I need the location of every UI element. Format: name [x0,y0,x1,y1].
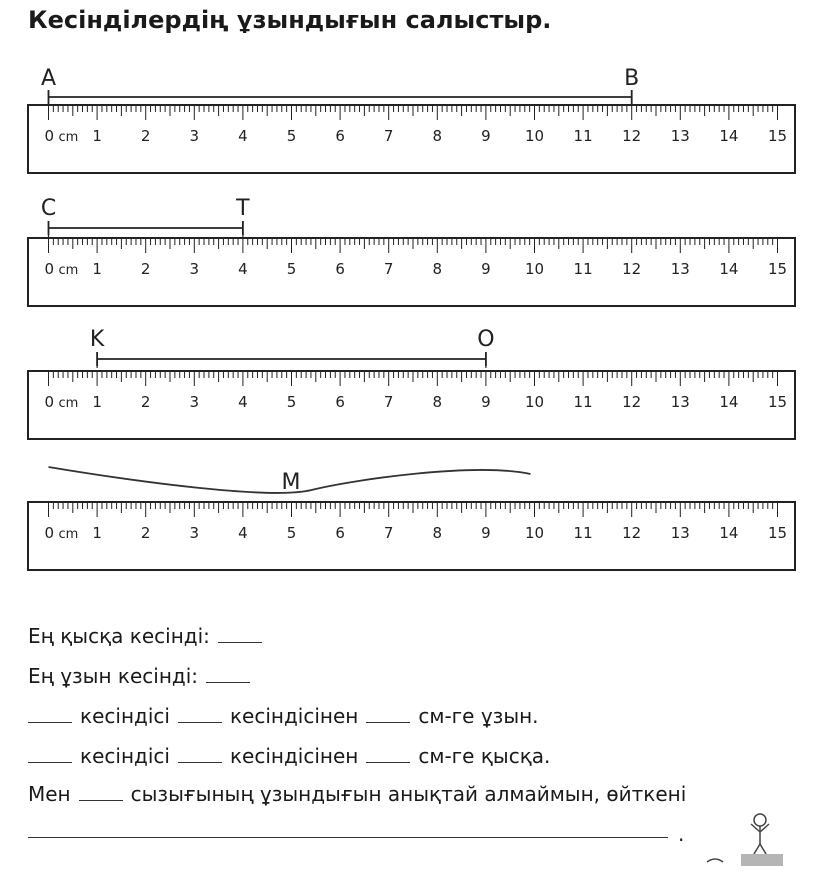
longest-answer-blank[interactable] [206,681,250,683]
ruler-number: 3 [189,524,200,542]
ruler-number: 1 [92,393,102,411]
ruler-m-group [28,467,795,570]
ruler-number: 0 [44,260,55,278]
curve-label: M [281,470,301,495]
reason-end-dot: . [678,822,685,846]
ruler-number: 15 [767,260,788,278]
segment-end-label: B [624,66,640,91]
ruler-number: 0 [44,393,55,411]
longest-label: Ең ұзын кесінді: [28,664,199,688]
ruler-number: 2 [140,260,151,278]
longer-suffix: см-ге ұзын. [418,704,539,728]
ruler-number: 12 [622,393,642,411]
longer-question [28,704,539,728]
ruler-number: 13 [670,524,690,542]
ruler-number: 15 [767,127,788,145]
segment-end-label: O [477,327,495,352]
ruler-number: 3 [189,260,200,278]
ruler-number: 2 [140,127,151,145]
ruler-number: 7 [383,260,394,278]
ruler-number: 14 [719,393,739,411]
ruler-number: 11 [573,393,593,411]
cannot-start: Мен [28,782,71,806]
ruler-number: 8 [432,260,443,278]
ruler-number: 11 [573,260,593,278]
ruler-number: 12 [622,260,642,278]
ruler-number: 15 [767,524,788,542]
ruler-number: 13 [670,393,690,411]
ruler-number: 9 [481,524,491,542]
ruler-number: 0 [44,524,55,542]
ruler-unit-label: cm [58,527,79,542]
ruler-number: 1 [92,260,102,278]
ruler-number: 13 [670,260,690,278]
reason-answer-line[interactable] [28,837,668,838]
longer-cm-blank[interactable] [366,721,410,723]
ruler-number: 5 [286,524,297,542]
shorter-than-word: кесіндісінен [229,744,359,768]
ruler-number: 9 [481,127,491,145]
segment-start-label: A [40,66,57,91]
ruler-number: 4 [238,393,248,411]
ruler-number: 14 [719,127,739,145]
shortest-question [28,624,270,648]
segment-start-label: K [89,327,105,352]
shorter-suffix: см-ге қысқа. [418,744,551,768]
ruler-number: 4 [238,524,248,542]
ruler-number: 4 [238,260,248,278]
ruler-number: 3 [189,127,200,145]
cannot-line-blank[interactable] [79,799,123,801]
ruler-unit-label: cm [58,263,79,278]
ruler-number: 10 [524,524,545,542]
ruler-number: 7 [383,393,394,411]
ruler-number: 7 [383,524,394,542]
ruler-number: 1 [92,127,102,145]
ruler-number: 7 [383,127,394,145]
segment-end-label: T [236,196,250,221]
ruler-number: 10 [524,127,545,145]
ruler-number: 8 [432,393,443,411]
ruler-number: 13 [670,127,690,145]
mascot-icon [705,810,785,870]
ruler-number: 8 [432,524,443,542]
ruler-number: 14 [719,524,739,542]
ruler-number: 3 [189,393,200,411]
ruler-unit-label: cm [58,130,79,145]
ruler-number: 6 [335,260,345,278]
ruler-number: 6 [335,524,345,542]
ruler-number: 5 [286,127,297,145]
ruler-unit-label: cm [58,396,79,411]
ruler-number: 14 [719,260,739,278]
longest-question [28,664,258,688]
shorter-cm-blank[interactable] [366,761,410,763]
ruler-number: 12 [622,524,642,542]
cannot-question [28,782,686,806]
ruler-number: 6 [335,127,345,145]
shortest-answer-blank[interactable] [218,641,262,643]
ruler-number: 9 [481,260,491,278]
ruler-number: 0 [44,127,55,145]
ruler-number: 5 [286,393,297,411]
longer-than-word: кесіндісінен [229,704,359,728]
shorter-segment-blank[interactable] [28,761,72,763]
ruler-number: 2 [140,524,151,542]
ruler-number: 11 [573,127,593,145]
cannot-rest: сызығының ұзындығын анықтай алмаймын, өйткені [130,782,687,806]
ruler-number: 4 [238,127,248,145]
shortest-label: Ең қысқа кесінді: [28,624,210,648]
longer-other-blank[interactable] [178,721,222,723]
ruler-number: 8 [432,127,443,145]
ruler-number: 9 [481,393,491,411]
page-title: Кесінділердің ұзындығын салыстыр. [28,6,552,34]
ruler-number: 10 [524,393,545,411]
longer-segment-word: кесіндісі [80,704,170,728]
ruler-number: 10 [524,260,545,278]
ruler-ct-group [28,196,795,306]
ruler-number: 5 [286,260,297,278]
ruler-number: 12 [622,127,642,145]
ruler-number: 2 [140,393,151,411]
shorter-other-blank[interactable] [178,761,222,763]
ruler-number: 11 [573,524,593,542]
shorter-segment-word: кесіндісі [80,744,170,768]
ruler-number: 6 [335,393,345,411]
ruler-number: 1 [92,524,102,542]
longer-segment-blank[interactable] [28,721,72,723]
ruler-ab-group [28,66,795,173]
shorter-question [28,744,550,768]
ruler-number: 15 [767,393,788,411]
segment-start-label: C [40,196,57,221]
ruler-ko-group [28,327,795,439]
